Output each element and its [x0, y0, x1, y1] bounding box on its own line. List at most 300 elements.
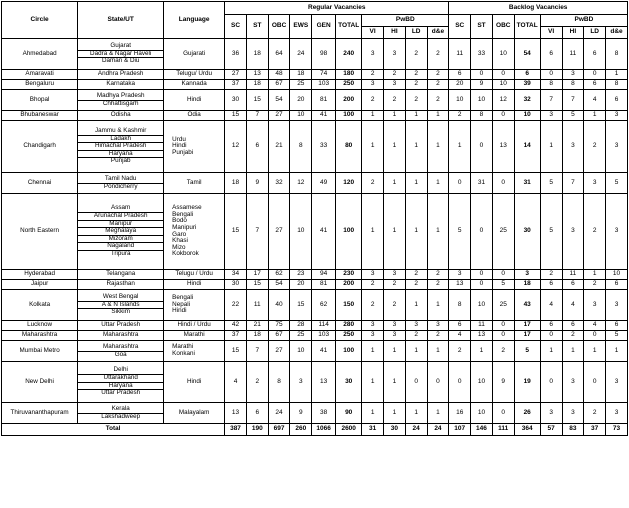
- backlog-vi-cell: 8: [540, 80, 562, 90]
- state-name: Haryana: [78, 151, 163, 159]
- backlog-ld-cell: 1: [584, 270, 606, 280]
- regular-sc-cell: 13: [225, 403, 247, 424]
- regular-ews-cell: 3: [290, 362, 312, 403]
- backlog-total-cell: 5: [514, 341, 540, 362]
- language-name: Nepali: [172, 300, 191, 308]
- regular-de-cell: 3: [427, 321, 449, 331]
- state-cell: [78, 341, 164, 362]
- state-name: Uttar Pradesh: [101, 321, 141, 329]
- circle-cell: New Delhi: [2, 362, 78, 403]
- regular-total-cell: 120: [336, 173, 362, 194]
- state-name: Mizoram: [78, 236, 163, 244]
- state-name: Jammu & Kashmir: [78, 128, 163, 136]
- regular-total-cell: 200: [336, 280, 362, 290]
- state-list: [78, 281, 163, 288]
- regular-ld-cell: 3: [405, 321, 427, 331]
- regular-sc-cell: 34: [225, 270, 247, 280]
- regular-sc-cell: 37: [225, 331, 247, 341]
- state-list: [78, 112, 163, 119]
- state-list: [78, 322, 163, 329]
- backlog-vi-cell: 1: [540, 341, 562, 362]
- regular-vi-cell: 2: [362, 173, 384, 194]
- regular-ld-cell: 2: [405, 270, 427, 280]
- backlog-st-cell: 0: [471, 194, 493, 270]
- table-row: [2, 194, 628, 270]
- total-regular-sc: 387: [225, 424, 247, 436]
- language-cell: [164, 403, 225, 424]
- regular-gen-cell: 41: [312, 341, 336, 362]
- backlog-de-cell: 3: [606, 362, 628, 403]
- regular-st-cell: 18: [246, 39, 268, 70]
- regular-vi-cell: 1: [362, 341, 384, 362]
- language-cell: [164, 90, 225, 111]
- circle-cell: Bengaluru: [2, 80, 78, 90]
- backlog-vi-cell: 0: [540, 362, 562, 403]
- backlog-total-cell: 17: [514, 331, 540, 341]
- language-list: [164, 81, 224, 88]
- table-row: [2, 362, 628, 403]
- state-list: [78, 205, 163, 257]
- regular-gen-cell: 98: [312, 39, 336, 70]
- regular-total-cell: 200: [336, 90, 362, 111]
- regular-gen-cell: 74: [312, 70, 336, 80]
- backlog-sc-cell: 8: [449, 290, 471, 321]
- language-name: Punjabi: [172, 148, 194, 156]
- header-reg-vi: VI: [362, 27, 384, 39]
- regular-ld-cell: 2: [405, 280, 427, 290]
- language-cell: [164, 270, 225, 280]
- backlog-obc-cell: 10: [492, 80, 514, 90]
- state-name: Nagaland: [78, 243, 163, 251]
- regular-de-cell: 1: [427, 111, 449, 121]
- regular-obc-cell: 54: [268, 280, 290, 290]
- regular-de-cell: 2: [427, 270, 449, 280]
- backlog-sc-cell: 2: [449, 111, 471, 121]
- backlog-ld-cell: 2: [584, 121, 606, 173]
- header-back-vi: VI: [540, 27, 562, 39]
- state-name: Dadra & Nagar Haveli: [78, 51, 163, 59]
- regular-obc-cell: 27: [268, 194, 290, 270]
- regular-hi-cell: 3: [384, 321, 406, 331]
- circle-cell: Hyderabad: [2, 270, 78, 280]
- regular-de-cell: 1: [427, 194, 449, 270]
- backlog-vi-cell: 3: [540, 403, 562, 424]
- backlog-st-cell: 8: [471, 111, 493, 121]
- state-name: Delhi: [78, 367, 163, 375]
- backlog-ld-cell: 3: [584, 290, 606, 321]
- regular-hi-cell: 3: [384, 270, 406, 280]
- backlog-ld-cell: 6: [584, 39, 606, 70]
- language-cell: [164, 280, 225, 290]
- regular-st-cell: 17: [246, 270, 268, 280]
- regular-sc-cell: 30: [225, 90, 247, 111]
- language-list: [164, 295, 224, 315]
- header-circle: Circle: [2, 2, 78, 39]
- backlog-hi-cell: 7: [562, 90, 584, 111]
- state-cell: [78, 90, 164, 111]
- backlog-st-cell: 0: [471, 70, 493, 80]
- backlog-st-cell: 0: [471, 121, 493, 173]
- language-name: Garo: [172, 230, 187, 238]
- table-row: [2, 403, 628, 424]
- header-back-ld: LD: [584, 27, 606, 39]
- state-name: Daman & Diu: [101, 57, 140, 65]
- table-row: [2, 321, 628, 331]
- regular-ld-cell: 1: [405, 403, 427, 424]
- header-reg-ld: LD: [405, 27, 427, 39]
- regular-ews-cell: 12: [290, 173, 312, 194]
- backlog-vi-cell: 1: [540, 121, 562, 173]
- regular-obc-cell: 24: [268, 403, 290, 424]
- state-cell: [78, 111, 164, 121]
- backlog-hi-cell: 3: [562, 362, 584, 403]
- backlog-total-cell: 26: [514, 403, 540, 424]
- backlog-sc-cell: 13: [449, 280, 471, 290]
- backlog-vi-cell: 6: [540, 321, 562, 331]
- regular-total-cell: 250: [336, 331, 362, 341]
- backlog-vi-cell: 6: [540, 280, 562, 290]
- state-name: Punjab: [110, 157, 131, 165]
- language-name: Mizo: [172, 243, 186, 251]
- regular-total-cell: 100: [336, 194, 362, 270]
- table-row: [2, 39, 628, 70]
- state-name: Ladakh: [78, 136, 163, 144]
- header-reg-obc: OBC: [268, 15, 290, 39]
- header-reg-sc: SC: [225, 15, 247, 39]
- regular-ld-cell: 2: [405, 39, 427, 70]
- regular-de-cell: 1: [427, 403, 449, 424]
- state-cell: [78, 403, 164, 424]
- regular-de-cell: 1: [427, 341, 449, 362]
- backlog-ld-cell: 6: [584, 80, 606, 90]
- backlog-ld-cell: 1: [584, 341, 606, 362]
- backlog-st-cell: 11: [471, 321, 493, 331]
- regular-gen-cell: 33: [312, 121, 336, 173]
- table-row: [2, 270, 628, 280]
- backlog-obc-cell: 25: [492, 290, 514, 321]
- header-reg-pwbd: PwBD: [362, 15, 449, 27]
- backlog-total-cell: 18: [514, 280, 540, 290]
- regular-ews-cell: 18: [290, 70, 312, 80]
- header-back-pwbd: PwBD: [540, 15, 627, 27]
- backlog-de-cell: 8: [606, 80, 628, 90]
- regular-gen-cell: 103: [312, 331, 336, 341]
- state-list: [78, 176, 163, 190]
- regular-vi-cell: 1: [362, 111, 384, 121]
- regular-st-cell: 11: [246, 290, 268, 321]
- backlog-vi-cell: 0: [540, 331, 562, 341]
- language-name: Tamil: [186, 178, 202, 186]
- state-name: Goa: [114, 350, 127, 358]
- state-name: Kerala: [78, 406, 163, 414]
- regular-ews-cell: 15: [290, 290, 312, 321]
- regular-total-cell: 280: [336, 321, 362, 331]
- total-regular-de: 24: [427, 424, 449, 436]
- backlog-de-cell: 5: [606, 331, 628, 341]
- regular-ews-cell: 9: [290, 403, 312, 424]
- language-list: [164, 332, 224, 339]
- backlog-de-cell: 6: [606, 321, 628, 331]
- regular-hi-cell: 1: [384, 341, 406, 362]
- state-list: [78, 43, 163, 65]
- backlog-de-cell: 3: [606, 194, 628, 270]
- state-name: Maharashtra: [103, 331, 139, 339]
- circle-cell: Ahmedabad: [2, 39, 78, 70]
- language-name: Hindi: [186, 280, 202, 288]
- backlog-sc-cell: 6: [449, 321, 471, 331]
- backlog-ld-cell: 0: [584, 331, 606, 341]
- regular-ews-cell: 24: [290, 39, 312, 70]
- regular-obc-cell: 40: [268, 290, 290, 321]
- backlog-de-cell: 6: [606, 280, 628, 290]
- language-list: [164, 410, 224, 417]
- circle-cell: Lucknow: [2, 321, 78, 331]
- regular-de-cell: 2: [427, 80, 449, 90]
- language-name: Bengali: [172, 210, 194, 218]
- regular-de-cell: 2: [427, 280, 449, 290]
- state-name: Sikkim: [111, 308, 130, 316]
- regular-ews-cell: 8: [290, 121, 312, 173]
- regular-ld-cell: 1: [405, 173, 427, 194]
- backlog-hi-cell: 7: [562, 173, 584, 194]
- regular-ews-cell: 10: [290, 341, 312, 362]
- state-name: Telangana: [106, 270, 136, 278]
- circle-cell: Bhopal: [2, 90, 78, 111]
- regular-st-cell: 9: [246, 173, 268, 194]
- state-list: [78, 332, 163, 339]
- regular-gen-cell: 114: [312, 321, 336, 331]
- regular-st-cell: 7: [246, 111, 268, 121]
- total-row: [2, 424, 628, 436]
- backlog-ld-cell: 4: [584, 90, 606, 111]
- regular-total-cell: 230: [336, 270, 362, 280]
- backlog-de-cell: 3: [606, 403, 628, 424]
- circle-cell: Kolkata: [2, 290, 78, 321]
- header-regular-vacancies: Regular Vacancies: [225, 2, 449, 15]
- regular-sc-cell: 15: [225, 111, 247, 121]
- header-back-st: ST: [471, 15, 493, 39]
- language-list: [164, 51, 224, 58]
- regular-hi-cell: 3: [384, 80, 406, 90]
- total-backlog-total: 364: [514, 424, 540, 436]
- backlog-obc-cell: 0: [492, 331, 514, 341]
- table-row: [2, 290, 628, 321]
- state-cell: [78, 173, 164, 194]
- backlog-ld-cell: 1: [584, 111, 606, 121]
- state-name: Arunachal Pradesh: [78, 213, 163, 221]
- backlog-ld-cell: 2: [584, 403, 606, 424]
- state-name: Chhattisgarh: [102, 99, 139, 107]
- regular-obc-cell: 54: [268, 90, 290, 111]
- circle-cell: Jaipur: [2, 280, 78, 290]
- backlog-ld-cell: 4: [584, 321, 606, 331]
- backlog-de-cell: 5: [606, 173, 628, 194]
- state-name: Odisha: [110, 111, 131, 119]
- regular-sc-cell: 37: [225, 80, 247, 90]
- backlog-sc-cell: 3: [449, 270, 471, 280]
- regular-ld-cell: 1: [405, 194, 427, 270]
- backlog-de-cell: 6: [606, 90, 628, 111]
- regular-ews-cell: 23: [290, 270, 312, 280]
- backlog-obc-cell: 0: [492, 270, 514, 280]
- total-backlog-obc: 111: [492, 424, 514, 436]
- regular-ews-cell: 20: [290, 90, 312, 111]
- regular-st-cell: 6: [246, 121, 268, 173]
- language-cell: [164, 121, 225, 173]
- regular-sc-cell: 15: [225, 194, 247, 270]
- state-name: Tamil Nadu: [78, 176, 163, 184]
- total-backlog-st: 146: [471, 424, 493, 436]
- regular-st-cell: 13: [246, 70, 268, 80]
- backlog-total-cell: 32: [514, 90, 540, 111]
- state-name: Rajasthan: [106, 280, 135, 288]
- header-back-sc: SC: [449, 15, 471, 39]
- state-name: Maharashtra: [78, 344, 163, 352]
- regular-obc-cell: 67: [268, 331, 290, 341]
- regular-hi-cell: 1: [384, 403, 406, 424]
- table-row: [2, 280, 628, 290]
- state-cell: [78, 70, 164, 80]
- backlog-de-cell: 1: [606, 70, 628, 80]
- total-regular-vi: 31: [362, 424, 384, 436]
- table-row: [2, 173, 628, 194]
- state-name: Himachal Pradesh: [78, 143, 163, 151]
- backlog-sc-cell: 6: [449, 70, 471, 80]
- state-list: [78, 93, 163, 107]
- backlog-ld-cell: 2: [584, 280, 606, 290]
- backlog-total-cell: 54: [514, 39, 540, 70]
- header-language: Language: [164, 2, 225, 39]
- regular-gen-cell: 41: [312, 111, 336, 121]
- backlog-sc-cell: 20: [449, 80, 471, 90]
- regular-hi-cell: 1: [384, 194, 406, 270]
- regular-gen-cell: 62: [312, 290, 336, 321]
- regular-hi-cell: 1: [384, 111, 406, 121]
- regular-vi-cell: 1: [362, 362, 384, 403]
- regular-obc-cell: 27: [268, 111, 290, 121]
- regular-de-cell: 2: [427, 331, 449, 341]
- regular-total-cell: 80: [336, 121, 362, 173]
- backlog-obc-cell: 0: [492, 173, 514, 194]
- language-cell: [164, 111, 225, 121]
- backlog-obc-cell: 12: [492, 90, 514, 111]
- regular-sc-cell: 27: [225, 70, 247, 80]
- backlog-de-cell: 3: [606, 111, 628, 121]
- backlog-ld-cell: 0: [584, 362, 606, 403]
- language-name: Hindi: [186, 95, 202, 103]
- circle-cell: Mumbai Metro: [2, 341, 78, 362]
- backlog-de-cell: 10: [606, 270, 628, 280]
- language-list: [164, 271, 224, 278]
- regular-obc-cell: 8: [268, 362, 290, 403]
- language-list: [164, 112, 224, 119]
- regular-st-cell: 18: [246, 331, 268, 341]
- language-list: [164, 379, 224, 386]
- total-regular-ld: 24: [405, 424, 427, 436]
- regular-obc-cell: 32: [268, 173, 290, 194]
- total-regular-obc: 697: [268, 424, 290, 436]
- state-list: [78, 406, 163, 420]
- regular-total-cell: 250: [336, 80, 362, 90]
- table-row: [2, 331, 628, 341]
- regular-ews-cell: 25: [290, 80, 312, 90]
- regular-ld-cell: 1: [405, 290, 427, 321]
- state-name: Tripura: [110, 250, 131, 258]
- regular-de-cell: 2: [427, 39, 449, 70]
- backlog-obc-cell: 13: [492, 121, 514, 173]
- backlog-obc-cell: 10: [492, 39, 514, 70]
- backlog-sc-cell: 5: [449, 194, 471, 270]
- backlog-ld-cell: 2: [584, 194, 606, 270]
- state-name: Assam: [78, 205, 163, 213]
- backlog-vi-cell: 4: [540, 290, 562, 321]
- regular-obc-cell: 62: [268, 270, 290, 280]
- state-cell: [78, 194, 164, 270]
- regular-obc-cell: 64: [268, 39, 290, 70]
- total-backlog-de: 73: [606, 424, 628, 436]
- state-name: West Bengal: [78, 294, 163, 302]
- backlog-hi-cell: 5: [562, 111, 584, 121]
- regular-sc-cell: 42: [225, 321, 247, 331]
- regular-gen-cell: 94: [312, 270, 336, 280]
- language-name: Telugu/ Urdu: [176, 70, 212, 78]
- regular-hi-cell: 2: [384, 70, 406, 80]
- backlog-st-cell: 33: [471, 39, 493, 70]
- regular-st-cell: 18: [246, 80, 268, 90]
- regular-obc-cell: 67: [268, 80, 290, 90]
- table-row: [2, 80, 628, 90]
- state-cell: [78, 280, 164, 290]
- table-row: [2, 70, 628, 80]
- regular-vi-cell: 1: [362, 121, 384, 173]
- language-name: Gujarati: [183, 49, 206, 57]
- regular-st-cell: 7: [246, 194, 268, 270]
- total-backlog-hi: 83: [562, 424, 584, 436]
- regular-de-cell: 0: [427, 362, 449, 403]
- regular-vi-cell: 3: [362, 321, 384, 331]
- language-name: Assamese: [172, 204, 202, 212]
- backlog-obc-cell: 0: [492, 321, 514, 331]
- language-cell: [164, 39, 225, 70]
- circle-cell: Amaravati: [2, 70, 78, 80]
- backlog-st-cell: 10: [471, 362, 493, 403]
- table-row: [2, 90, 628, 111]
- state-name: Uttarakhand: [78, 375, 163, 383]
- backlog-obc-cell: 5: [492, 280, 514, 290]
- state-cell: [78, 290, 164, 321]
- language-cell: [164, 321, 225, 331]
- backlog-st-cell: 13: [471, 331, 493, 341]
- regular-vi-cell: 3: [362, 39, 384, 70]
- backlog-sc-cell: 2: [449, 341, 471, 362]
- backlog-obc-cell: 0: [492, 403, 514, 424]
- backlog-hi-cell: 11: [562, 39, 584, 70]
- language-list: [164, 281, 224, 288]
- total-backlog-sc: 107: [449, 424, 471, 436]
- backlog-st-cell: 10: [471, 90, 493, 111]
- language-cell: [164, 362, 225, 403]
- circle-cell: Maharashtra: [2, 331, 78, 341]
- total-regular-ews: 260: [290, 424, 312, 436]
- regular-sc-cell: 4: [225, 362, 247, 403]
- state-cell: [78, 121, 164, 173]
- backlog-de-cell: 3: [606, 290, 628, 321]
- regular-hi-cell: 2: [384, 90, 406, 111]
- regular-sc-cell: 12: [225, 121, 247, 173]
- regular-st-cell: 6: [246, 403, 268, 424]
- regular-st-cell: 7: [246, 341, 268, 362]
- header-reg-gen: GEN: [312, 15, 336, 39]
